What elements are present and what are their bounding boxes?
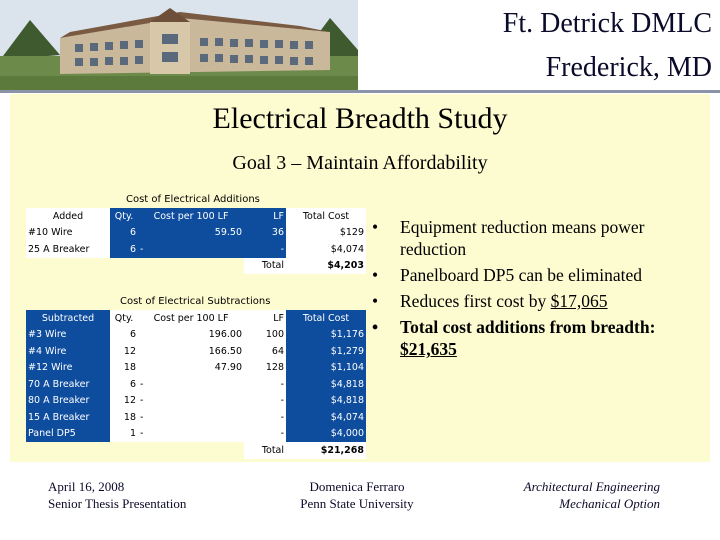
bullet-text: Reduces first cost by [400, 291, 551, 311]
table-cell: 47.90 [138, 360, 244, 377]
table-header: Qty. [110, 208, 138, 225]
presentation-date: April 16, 2008 [48, 479, 125, 494]
subtractions-table [26, 310, 366, 459]
table-header: Cost per 100 LF [138, 208, 244, 225]
subtractions-caption: Cost of Electrical Subtractions [120, 296, 271, 307]
table-cell: 166.50 [138, 343, 244, 360]
table-cell: 70 A Breaker [26, 376, 110, 393]
table-row [26, 393, 366, 410]
footer-center [290, 478, 424, 512]
table-cell: - [138, 409, 244, 426]
table-cell: 36 [244, 225, 286, 242]
slide-title: Electrical Breadth Study [212, 102, 508, 135]
table-row [26, 376, 366, 393]
building-photo [0, 0, 358, 92]
building-illustration [0, 0, 358, 92]
header-line-2: Frederick, MD [545, 52, 712, 83]
table-cell: 196.00 [138, 327, 244, 344]
department: Architectural Engineering [523, 479, 660, 494]
table-row [26, 258, 366, 275]
presentation-event: Senior Thesis Presentation [48, 496, 187, 511]
table-cell: 6 [110, 327, 138, 344]
table-cell: 128 [244, 360, 286, 377]
table-header: Qty. [110, 310, 138, 327]
table-row [26, 442, 366, 459]
table-cell: 12 [110, 393, 138, 410]
bullet-text: Equipment reduction means power reduction [400, 217, 645, 259]
table-row [26, 208, 366, 225]
table-header: LF [244, 310, 286, 327]
presenter-name: Domenica Ferraro [309, 479, 405, 494]
table-cell: $4,000 [286, 426, 366, 443]
option: Mechanical Option [559, 496, 660, 511]
table-cell: 1 [110, 426, 138, 443]
table-cell: - [244, 241, 286, 258]
table-cell: 6 [110, 241, 138, 258]
table-header: Added [26, 208, 110, 225]
table-row [26, 327, 366, 344]
table-cell: 25 A Breaker [26, 241, 110, 258]
presenter-school: Penn State University [300, 496, 414, 511]
total-label: Total [244, 258, 286, 275]
table-cell: #3 Wire [26, 327, 110, 344]
table-cell: - [244, 426, 286, 443]
total-additions-value: $21,635 [400, 339, 457, 359]
table-cell: $129 [286, 225, 366, 242]
table-cell: $1,104 [286, 360, 366, 377]
bullet-equipment [370, 216, 700, 260]
total-label: Total [244, 442, 286, 459]
table-header: Total Cost [286, 310, 366, 327]
table-cell: $4,818 [286, 376, 366, 393]
table-cell: 64 [244, 343, 286, 360]
table-cell: 6 [110, 376, 138, 393]
additions-table [26, 208, 366, 274]
table-header: Total Cost [286, 208, 366, 225]
table-cell: #12 Wire [26, 360, 110, 377]
footer-right [524, 478, 660, 512]
table-cell: $1,176 [286, 327, 366, 344]
table-row [26, 310, 366, 327]
table-header: Subtracted [26, 310, 110, 327]
table-cell: 12 [110, 343, 138, 360]
bullet-total-additions [370, 316, 700, 360]
table-cell: - [244, 376, 286, 393]
table-row [26, 360, 366, 377]
bullet-panelboard [370, 264, 700, 286]
table-cell: 15 A Breaker [26, 409, 110, 426]
table-cell: - [138, 426, 244, 443]
table-cell: - [244, 409, 286, 426]
table-header: Cost per 100 LF [138, 310, 244, 327]
additions-caption: Cost of Electrical Additions [126, 194, 260, 205]
header-line-1: Ft. Detrick DMLC [502, 8, 712, 39]
table-cell: 6 [110, 225, 138, 242]
total-value: $4,203 [286, 258, 366, 275]
table-cell: 100 [244, 327, 286, 344]
table-cell: #10 Wire [26, 225, 110, 242]
bullet-first-cost [370, 290, 700, 312]
table-cell: - [244, 393, 286, 410]
total-value: $21,268 [286, 442, 366, 459]
table-cell: $4,074 [286, 241, 366, 258]
table-cell: - [138, 393, 244, 410]
table-cell: $1,279 [286, 343, 366, 360]
bullet-list [370, 216, 700, 364]
table-cell: - [138, 241, 244, 258]
table-row [26, 241, 366, 258]
table-cell: 18 [110, 409, 138, 426]
table-cell: 80 A Breaker [26, 393, 110, 410]
content-area [10, 94, 710, 462]
table-cell: - [138, 376, 244, 393]
table-cell: $4,818 [286, 393, 366, 410]
goal-heading: Goal 3 – Maintain Affordability [232, 152, 488, 174]
table-cell: $4,074 [286, 409, 366, 426]
table-cell: 18 [110, 360, 138, 377]
table-row [26, 343, 366, 360]
table-header: LF [244, 208, 286, 225]
table-row [26, 426, 366, 443]
bullet-text: Panelboard DP5 can be eliminated [400, 265, 643, 285]
table-cell: Panel DP5 [26, 426, 110, 443]
table-cell: #4 Wire [26, 343, 110, 360]
table-row [26, 225, 366, 242]
bullet-text: Total cost additions from breadth: [400, 317, 656, 337]
table-cell: 59.50 [138, 225, 244, 242]
footer-left [48, 478, 186, 512]
table-row [26, 409, 366, 426]
first-cost-value: $17,065 [550, 291, 608, 311]
header-divider [0, 90, 720, 93]
